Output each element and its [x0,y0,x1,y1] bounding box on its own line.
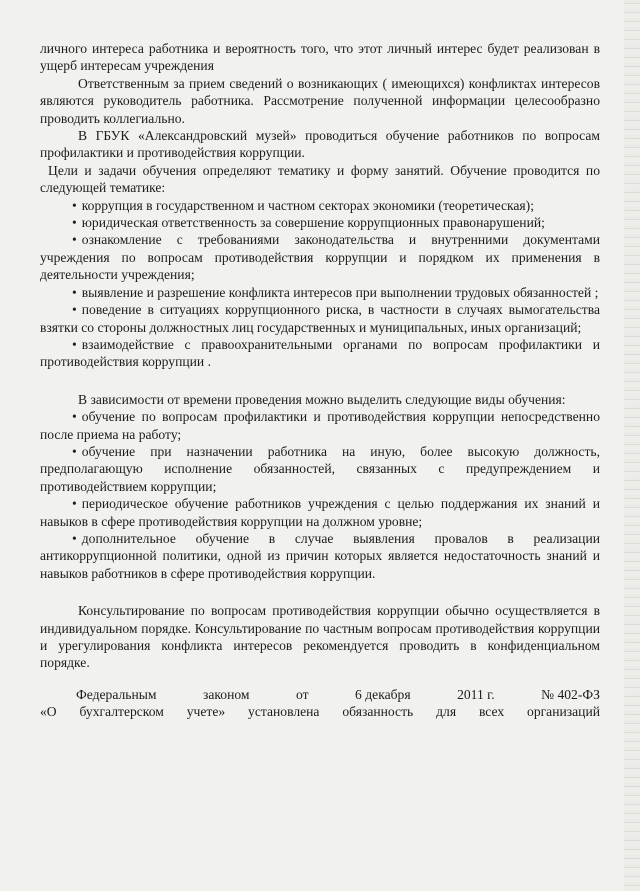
paragraph-continuation: личного интереса работника и вероятность того, что этот личный интерес будет реализован в ущерб интересам учреждения [40,41,600,74]
bullet-icon: • [72,232,77,248]
types-list [40,408,600,582]
bullet-icon: • [72,496,77,512]
list-item: • обучение при назначении работника на иную, более высокую должность, предполагающую исполнение обязанностей, связанных с предупреждением и противодействием коррупции; [40,443,600,494]
paragraph-consulting: Консультирование по вопросам противодействия коррупции обычно осуществляется в индивидуальном порядке. Консультирование по частным вопросам противодействия коррупции и урегулирования конфликта интересов рекомендуется проводить в конфиденциальном порядке. [40,603,600,671]
document-page [40,40,600,721]
bullet-icon: • [72,443,77,459]
list-item: • поведение в ситуациях коррупционного риска, в частности в случаях вымогательства взятки со стороны должностных лиц государственных и муниципальных, иных организаций; [40,302,600,335]
list-item: • коррупция в государственном и частном секторах экономики (теоретическая); [72,197,534,213]
list-item: • ознакомление с требованиями законодательства и внутренними документами учреждения по вопросам противодействия коррупции и порядком их применения в деятельности учреждения; [40,232,600,283]
law-reference-line-2: «О бухгалтерском учете» установлена обязанность для всех организаций [40,704,600,720]
list-item: • периодическое обучение работников учреждения с целью поддержания их знаний и навыков в сфере противодействия коррупции на должном уровне; [40,496,600,529]
topics-list [40,197,600,371]
spacer [40,371,600,391]
bullet-icon: • [72,302,77,318]
bullet-icon: • [72,530,77,546]
list-item: • обучение по вопросам профилактики и противодействия коррупции непосредственно после приема на работу; [40,409,600,442]
bullet-icon: • [72,197,77,213]
paragraph-training: В ГБУК «Александровский музей» проводиться обучение работников по вопросам профилактики и противодействия коррупции. [40,128,600,161]
spacer [40,672,600,686]
scan-edge-artifact [624,0,640,891]
bullet-icon: • [72,409,77,425]
law-reference-line: Федеральным законом от 6 декабря 2011 г. № 402-ФЗ [76,686,600,702]
bullet-icon: • [72,215,77,231]
bullet-icon: • [72,336,77,352]
paragraph-responsible: Ответственным за прием сведений о возникающих ( имеющихся) конфликтах интересов являются руководитель работника. Рассмотрение полученной информации целесообразно проводить коллегиально. [40,75,600,126]
list-item: • взаимодействие с правоохранительными органами по вопросам профилактики и противодействия коррупции . [40,336,600,370]
list-item: • юридическая ответственность за совершение коррупционных правонарушений; [72,215,545,231]
paragraph-goals: Цели и задачи обучения определяют тематику и форму занятий. Обучение проводится по следующей тематике: [40,162,600,196]
bullet-icon: • [72,284,77,300]
list-item: • дополнительное обучение в случае выявления провалов в реализации антикоррупционной политики, одной из причин которых является недостаточность знаний и навыков работников в сфере противодействия коррупции. [40,530,600,581]
spacer [40,582,600,602]
paragraph-types-intro: В зависимости от времени проведения можно выделить следующие виды обучения: [78,391,566,407]
list-item: • выявление и разрешение конфликта интересов при выполнении трудовых обязанностей ; [72,284,599,300]
